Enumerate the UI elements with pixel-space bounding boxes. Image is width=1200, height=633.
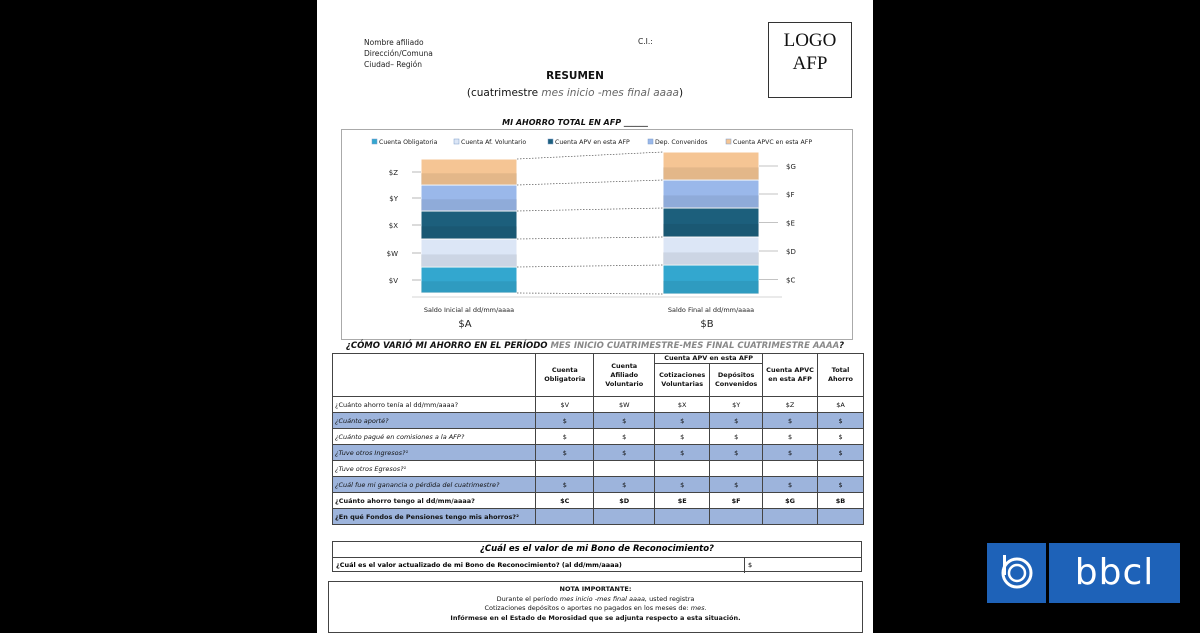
x-category-label: Saldo Final al dd/mm/aaaa [667,306,755,314]
question-prefix: ¿CÓMO VARIÓ MI AHORRO EN EL PERÍODO [345,341,551,351]
table-cell: $D [594,493,655,509]
segment-label: $F [786,191,795,199]
table-cell: $ [710,413,763,429]
row-question: ¿Cuánto ahorro tenía al dd/mm/aaaa? [333,397,536,413]
bar-segment-shade [663,224,759,237]
bbcl-logo-icon [987,543,1046,603]
table-cell: $V [536,397,594,413]
table-cell: $F [710,493,763,509]
table-row [333,413,864,429]
table-cell [710,509,763,525]
connector-line [517,265,663,267]
segment-label: $E [786,219,795,228]
table-cell: $ [594,477,655,493]
affiliate-name: Nombre afiliado [364,38,424,47]
table-cell [594,509,655,525]
bar-segment-shade [421,199,517,211]
legend-swatch [372,139,377,144]
connector-line [517,152,663,159]
segment-label: $Y [389,195,398,203]
bar-segment-shade [421,254,517,267]
table-cell [818,461,864,477]
statement-sheet [317,0,873,633]
segment-label: $Z [388,169,398,177]
connector-line [517,208,663,211]
table-cell: $ [818,429,864,445]
bbcl-brand-text: bbcl [1049,543,1180,603]
table-cell: $ [536,429,594,445]
subtitle-period: mes inicio -mes final aaaa [541,87,679,99]
variation-question-title [317,341,873,351]
segment-label: $W [386,250,398,258]
table-cell: $G [763,493,818,509]
col-depositos: Depósitos Convenidos [710,364,763,397]
col-cotizaciones: Cotizaciones Voluntarias [655,364,710,397]
legend-swatch [454,139,459,144]
segment-label: $D [786,248,796,256]
table-cell: $X [655,397,710,413]
bono-question: ¿Cuál es el valor actualizado de mi Bono de Reconocimiento? (al dd/mm/aaaa) [336,561,622,569]
note-line1 [329,595,862,605]
table-row [333,429,864,445]
legend-label: Dep. Convenidos [655,139,708,146]
bar-segment-shade [663,252,759,265]
logo-line1: LOGO [783,30,837,51]
segment-label: $X [388,222,398,230]
connector-line [517,237,663,239]
connector-line [517,180,663,185]
bar-segment-shade [663,281,759,294]
col-apvc: Cuenta APVC en esta AFP [763,354,818,397]
ci-label: C.I.: [638,37,653,46]
table-cell: $ [536,477,594,493]
segment-label: $V [388,277,398,285]
table-cell [655,461,710,477]
table-cell: $B [818,493,864,509]
note-line1-b: mes inicio -mes final aaaa, [559,594,647,603]
table-row [333,477,864,493]
row-question: ¿Tuve otros Egresos?¹ [333,461,536,477]
affiliate-info [364,37,433,70]
table-cell: $ [710,445,763,461]
row-question: ¿En qué Fondos de Pensiones tengo mis ahorros?² [333,509,536,525]
table-row [333,509,864,525]
subtitle-close: ) [678,87,684,99]
table-cell: $ [818,413,864,429]
bbcl-brand-badge [987,543,1180,603]
table-cell: $ [594,429,655,445]
x-category-label: Saldo Inicial al dd/mm/aaaa [423,306,515,314]
col-total: Total Ahorro [818,354,864,397]
table-cell: $Z [763,397,818,413]
col-afiliado-voluntario: Cuenta Afiliado Voluntario [594,354,655,397]
savings-variation-table [332,353,864,525]
note-line3: Infórmese en el Estado de Morosidad que se adjunta respecto a esta situación. [450,613,741,622]
table-cell: $ [594,413,655,429]
table-cell: $ [763,445,818,461]
segment-label: $G [786,163,796,171]
bar-total-label: $B [700,319,714,330]
legend-label: Cuenta Obligatoria [379,139,438,146]
table-row [333,493,864,509]
table-cell: $W [594,397,655,413]
bar-segment-shade [421,226,517,239]
legend-swatch [726,139,731,144]
legend-label: Cuenta Af. Voluntario [461,139,527,146]
segment-label: $C [786,276,796,285]
table-cell: $A [818,397,864,413]
affiliate-city: Ciudad– Región [364,60,423,69]
table-row [333,445,864,461]
table-cell: $ [655,445,710,461]
note-line2-b: mes. [690,604,707,613]
table-cell: $ [818,445,864,461]
row-question: ¿Cuánto pagué en comisiones a la AFP? [333,429,536,445]
bar-segment-shade [421,281,517,293]
affiliate-address: Dirección/Comuna [364,49,433,58]
legend-label: Cuenta APV en esta AFP [555,139,630,146]
savings-chart-title: MI AHORRO TOTAL EN AFP ______ [502,118,648,127]
bar-segment-shade [663,195,759,208]
table-cell [655,509,710,525]
table-row [333,397,864,413]
table-cell: $ [655,413,710,429]
table-cell: $E [655,493,710,509]
note-line2-a: Cotizaciones depósitos o aportes no pagados en los meses de: [484,604,691,613]
bar-segment-shade [663,167,759,180]
table-cell: $ [536,413,594,429]
row-question: ¿Cuánto aporté? [333,413,536,429]
table-cell: $ [710,429,763,445]
subtitle-open: (cuatrimestre [466,87,542,99]
table-cell: $ [655,477,710,493]
summary-title: RESUMEN [546,70,604,82]
important-note [328,581,863,633]
bono-row [333,558,861,573]
table-cell [818,509,864,525]
table-header-question [333,354,536,397]
bar-total-label: $A [458,319,472,330]
note-line1-a: Durante el período [496,594,560,603]
table-cell: $C [536,493,594,509]
note-line2 [329,604,862,614]
savings-chart [341,129,853,340]
row-question: ¿Cuánto ahorro tengo al dd/mm/aaaa? [333,493,536,509]
col-obligatoria: Cuenta Obligatoria [536,354,594,397]
bono-value: $ [744,558,860,573]
table-cell: $ [763,429,818,445]
table-cell: $ [536,445,594,461]
note-line1-c: usted registra [647,594,695,603]
bar-segment-shade [421,173,517,185]
table-cell [710,461,763,477]
logo-line2: AFP [792,53,828,74]
table-cell [594,461,655,477]
connector-line [517,293,663,294]
summary-subtitle [317,87,833,99]
legend-swatch [548,139,553,144]
note-title: NOTA IMPORTANTE: [559,585,632,593]
table-cell [763,509,818,525]
table-cell: $ [818,477,864,493]
question-suffix: ? [839,341,845,351]
table-cell [763,461,818,477]
table-cell: $ [763,413,818,429]
table-cell: $ [710,477,763,493]
table-row [333,461,864,477]
table-cell [536,509,594,525]
table-cell: $Y [710,397,763,413]
bono-title: ¿Cuál es el valor de mi Bono de Reconocimiento? [333,542,861,558]
bono-section [332,541,862,572]
table-cell [536,461,594,477]
row-question: ¿Tuve otros Ingresos?¹ [333,445,536,461]
question-period: MES INICIO CUATRIMESTRE-MES FINAL CUATRIMESTRE AAAA [550,341,840,351]
legend-swatch [648,139,653,144]
row-question: ¿Cuál fue mi ganancia o pérdida del cuatrimestre? [333,477,536,493]
table-cell: $ [763,477,818,493]
table-cell: $ [594,445,655,461]
legend-label: Cuenta APVC en esta AFP [733,139,813,146]
col-apv-group: Cuenta APV en esta AFP [655,354,763,364]
savings-chart-svg [342,130,854,341]
table-cell: $ [655,429,710,445]
